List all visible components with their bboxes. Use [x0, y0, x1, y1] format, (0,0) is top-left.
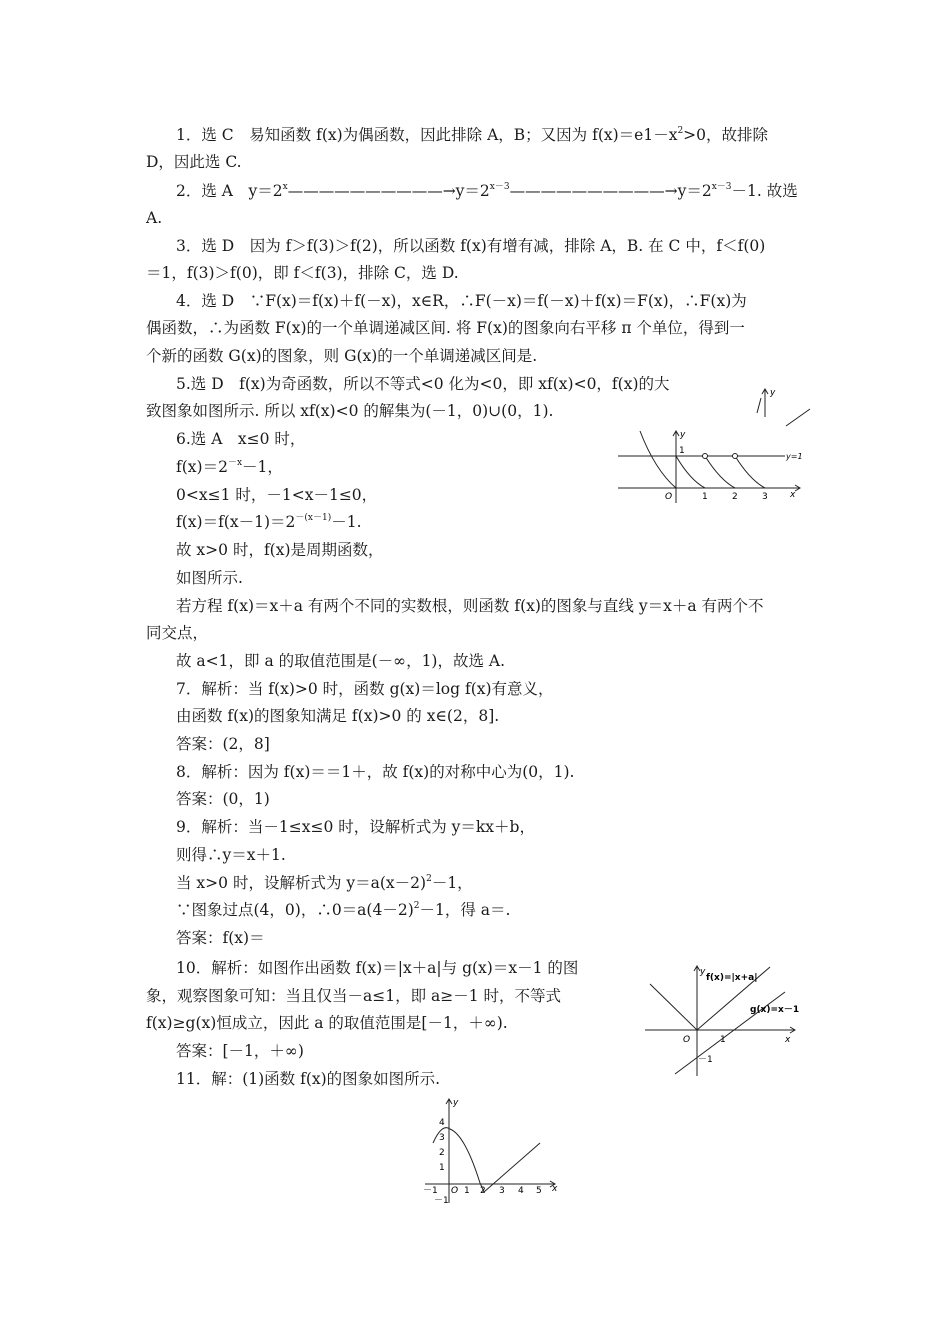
fig6-curve-2	[705, 456, 735, 488]
answer-10-line-3: f(x)≥g(x)恒成立，因此 a 的取值范围是[－1，＋∞).	[146, 1014, 508, 1032]
fig6-curve-1	[676, 456, 705, 488]
fig5-curve-left	[757, 398, 761, 413]
answer-6-line-4: $f(x)=f(x-1)=2^{-(x-1)}-1$.	[176, 513, 362, 531]
fig11-x-tick-5: 5	[536, 1186, 542, 1196]
fig11-x-tick-2: 2	[480, 1186, 486, 1196]
answer-7-line-2: 由函数 f(x)的图象知满足 f(x)>0 的 x∈(2，8].	[176, 707, 500, 725]
fig5-y-label: y	[770, 388, 776, 398]
fig11-x-label: x	[552, 1184, 558, 1194]
answer-5-line-1: 5.选 D f(x)为奇函数，所以不等式<0 化为<0，即 xf(x)<0，f(x)的大	[176, 375, 670, 393]
fig11-y-tick-3: 3	[439, 1133, 445, 1143]
fig10-g-label: g(x)=x－1	[750, 1005, 800, 1015]
fig10-y-tick-neg1: －1	[698, 1055, 713, 1065]
fig6-open-point-2	[733, 454, 738, 459]
answer-7-line-1: 7．解析：当 f(x)>0 时，函数 g(x)＝log f(x)有意义，	[176, 680, 554, 698]
answer-4-line-3: 个新的函数 G(x)的图象，则 G(x)的一个单调递减区间是.	[146, 347, 538, 365]
answer-8-line-2: 答案：(0，1)	[176, 790, 270, 808]
fig6-y-tick: 1	[679, 446, 685, 456]
answer-9-line-2: 则得∴y＝x＋1.	[176, 846, 286, 864]
fig11-line	[484, 1143, 540, 1192]
answer-4-line-1: 4．选 D ∵F(x)＝f(x)＋f(－x)，x∈R，∴F(－x)＝f(－x)＋f(x)＝F(x)，∴F(x)为	[176, 292, 747, 310]
answer-6-line-3: 0<x≤1 时，－1<x－1≤0，	[176, 486, 378, 504]
fig6-x-tick-3: 3	[762, 492, 768, 502]
fig6-y-label: y	[680, 430, 686, 440]
answer-2-line-2: A.	[146, 209, 163, 227]
answer-10-line-4: 答案：[－1，＋∞)	[176, 1042, 304, 1060]
answer-6-line-5: 故 x>0 时，f(x)是周期函数，	[176, 541, 384, 559]
answer-6-line-9: 故 a<1，即 a 的取值范围是(－∞，1)，故选 A.	[176, 652, 506, 670]
fig6-curve-3	[735, 456, 765, 488]
answer-6-line-6: 如图所示.	[176, 569, 243, 587]
fig11-origin: O	[451, 1186, 459, 1196]
answer-8-line-1: 8．解析：因为 f(x)＝＝1＋，故 f(x)的对称中心为(0，1).	[176, 763, 575, 781]
fig10-y-label: y	[700, 967, 706, 977]
fig11-y-tick-4: 4	[439, 1118, 445, 1128]
answer-5-line-2: 致图象如图所示. 所以 xf(x)<0 的解集为(－1，0)∪(0，1).	[146, 402, 554, 420]
answer-11-line-1: 11．解：(1)函数 f(x)的图象如图所示.	[176, 1070, 441, 1088]
fig11-x-tick-3: 3	[499, 1186, 505, 1196]
answer-4-line-2: 偶函数，∴为函数 F(x)的一个单调递减区间. 将 F(x)的图象向右平移 π 个单位，得到一	[146, 319, 745, 337]
figure-11	[420, 1095, 565, 1207]
answer-1-line-2: D，因此选 C.	[146, 153, 242, 171]
fig10-f-label: f(x)=|x+a|	[706, 973, 758, 983]
answer-7-line-3: 答案：(2，8]	[176, 735, 270, 753]
answer-9-line-3: 当 x>0 时，设解析式为 $y=a(x-2)^2-1$，	[176, 874, 473, 892]
answer-10-line-1: 10．解析：如图作出函数 f(x)＝|x＋a|与 g(x)＝x－1 的图	[176, 959, 579, 977]
figure-10	[640, 962, 835, 1080]
fig11-y-tick-neg1: －1	[434, 1196, 449, 1206]
fig10-x-tick-1: 1	[720, 1035, 726, 1045]
answer-3-line-2: ＝1，f(3)＞f(0)，即 f＜f(3)，排除 C，选 D.	[146, 264, 459, 282]
fig11-y-label: y	[453, 1098, 459, 1108]
fig11-x-tick-4: 4	[518, 1186, 524, 1196]
answer-3-line-1: 3．选 D 因为 f＞f(3)＞f(2)，所以函数 f(x)有增有减，排除 A，B. 在 C 中，f＜f(0)	[176, 237, 766, 255]
fig10-x-label: x	[785, 1035, 791, 1045]
figure-6	[615, 425, 820, 505]
answer-9-line-1: 9．解析：当－1≤x≤0 时，设解析式为 y＝kx＋b，	[176, 818, 535, 836]
fig6-origin: O	[665, 492, 673, 502]
answer-6-line-8: 同交点，	[146, 624, 209, 642]
fig6-line-label: y=1	[786, 452, 803, 461]
fig11-x-tick-1: 1	[464, 1186, 470, 1196]
answer-9-line-5: 答案：f(x)＝	[176, 929, 265, 947]
answer-6-line-7: 若方程 f(x)＝x＋a 有两个不同的实数根，则函数 f(x)的图象与直线 y＝x＋a 有两个不	[176, 597, 764, 615]
answer-10-line-2: 象，观察图象可知：当且仅当－a≤1，即 a≥－1 时，不等式	[146, 987, 562, 1005]
answer-6-line-1: 6.选 A x≤0 时，	[176, 430, 306, 448]
answer-6-line-2: $f(x)=2^{-x}-1$，	[176, 458, 283, 476]
fig6-curve-0	[640, 431, 676, 488]
fig6-x-label: x	[790, 490, 796, 500]
fig10-origin: O	[683, 1035, 691, 1045]
fig6-x-tick-1: 1	[702, 492, 708, 502]
fig11-y-tick-2: 2	[439, 1148, 445, 1158]
fig6-x-tick-2: 2	[732, 492, 738, 502]
fig11-y-tick-1: 1	[439, 1163, 445, 1173]
answer-9-line-4: ∵图象过点(4，0)，$\therefore 0=a(4-2)^2-1$，得 a＝.	[176, 901, 511, 919]
fig6-open-point-1	[703, 454, 708, 459]
answer-2-line-1: 2．选 A $y=2^x——————————\to y=2^{x-3}——————————\to y=2^{x-3}-1$. 故选	[176, 182, 798, 200]
fig5-curve-right	[786, 409, 810, 426]
answer-1-line-1: 1．选 C 易知函数 f(x)为偶函数，因此排除 A，B；又因为 $f(x)=e1-x^2>0$，故排除	[176, 126, 769, 144]
fig11-x-tick-neg1: －1	[423, 1186, 438, 1196]
